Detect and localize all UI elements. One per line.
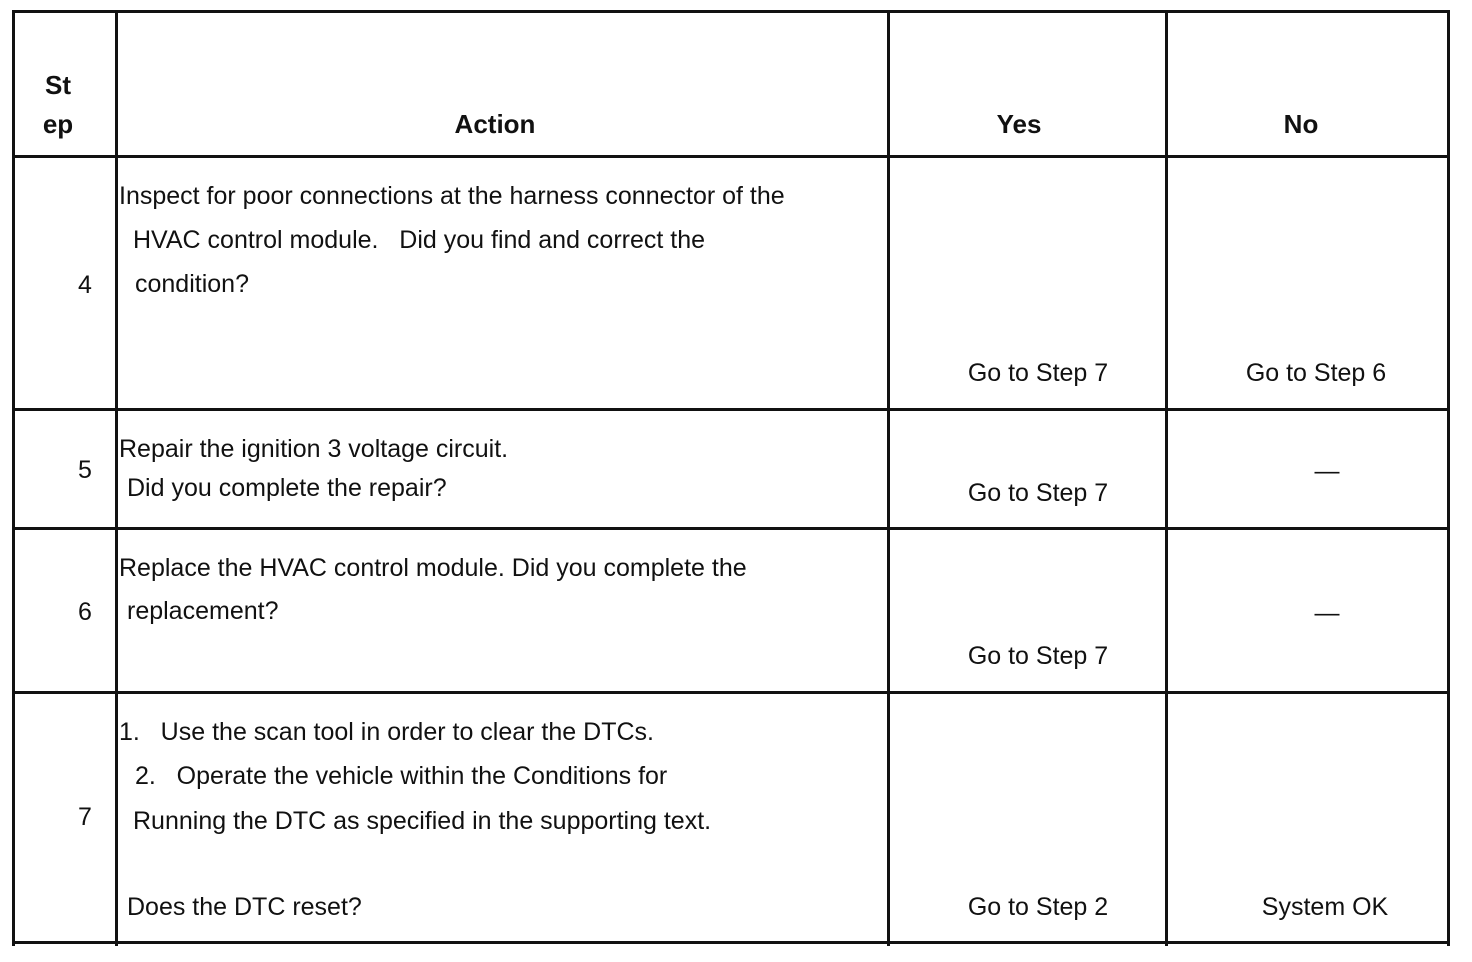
- column-divider: [1165, 10, 1168, 946]
- action-text: Did you complete the repair?: [127, 474, 447, 502]
- no-result: Go to Step 6: [1245, 359, 1387, 387]
- header-divider: [12, 155, 1450, 158]
- action-text: 1. Use the scan tool in order to clear the DTCs.: [119, 718, 654, 746]
- action-text: replacement?: [127, 597, 279, 625]
- table-border-right: [1447, 10, 1450, 946]
- step-number: 7: [78, 803, 92, 831]
- action-text: HVAC control module. Did you find and correct the: [133, 226, 706, 254]
- column-divider: [115, 10, 118, 946]
- header-no: No: [1283, 109, 1319, 139]
- no-result: —: [1314, 457, 1340, 485]
- row-divider: [12, 408, 1450, 411]
- action-text: Inspect for poor connections at the harness connector of the: [119, 182, 785, 210]
- step-number: 6: [78, 598, 92, 626]
- row-divider: [12, 527, 1450, 530]
- row-divider: [12, 691, 1450, 694]
- table-border-bottom: [12, 941, 1450, 944]
- column-divider: [887, 10, 890, 946]
- table-border-left: [12, 10, 15, 946]
- action-text: Running the DTC as specified in the supporting text.: [133, 807, 712, 835]
- header-step-line2: ep: [42, 109, 74, 139]
- header-yes: Yes: [996, 109, 1042, 139]
- no-result: —: [1314, 599, 1340, 627]
- table-border-top: [12, 10, 1450, 13]
- no-result: System OK: [1261, 893, 1389, 921]
- yes-result: Go to Step 7: [967, 479, 1109, 507]
- step-number: 4: [78, 271, 92, 299]
- yes-result: Go to Step 2: [967, 893, 1109, 921]
- yes-result: Go to Step 7: [967, 359, 1109, 387]
- action-text: condition?: [135, 270, 249, 298]
- header-step-line1: St: [45, 70, 71, 100]
- step-number: 5: [78, 456, 92, 484]
- action-text: Does the DTC reset?: [127, 893, 362, 921]
- action-text: Repair the ignition 3 voltage circuit.: [119, 435, 509, 463]
- header-action: Action: [454, 109, 536, 139]
- action-text: 2. Operate the vehicle within the Conditions for: [135, 762, 668, 790]
- action-text: Replace the HVAC control module. Did you complete the: [119, 554, 747, 582]
- diagnostic-table: [12, 10, 1450, 946]
- yes-result: Go to Step 7: [967, 642, 1109, 670]
